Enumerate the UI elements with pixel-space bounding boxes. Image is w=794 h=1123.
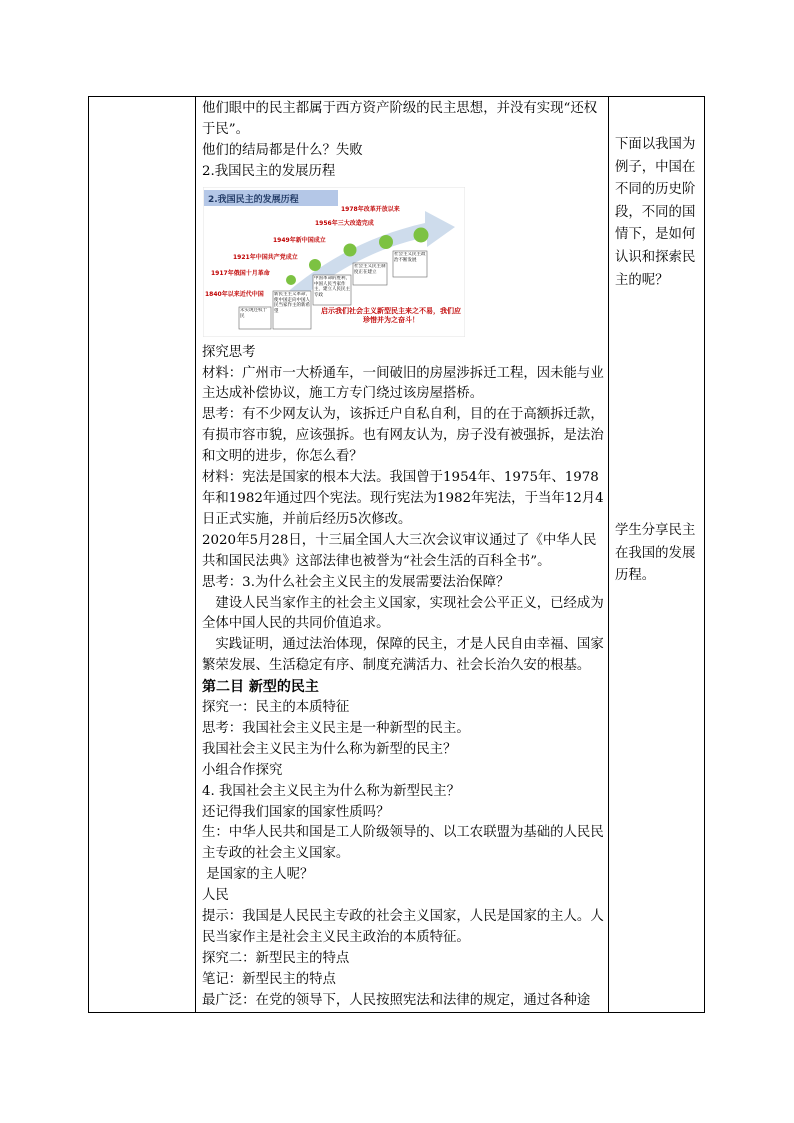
stage-node-4: [379, 235, 393, 249]
paragraph: 我国社会主义民主为什么称为新型的民主？: [202, 741, 457, 757]
paragraph: 实践证明，通过法治体现，保障的民主，才是人民自由幸福、国家繁荣发展、生活稳定有序、制度充满活力、社会长治久安的根基。: [202, 637, 604, 674]
section-heading-new-democracy: 第二目 新型的民主: [202, 679, 319, 696]
section-heading-development: 2.我国民主的发展历程: [202, 163, 336, 179]
paragraph: 思考：我国社会主义民主是一种新型的民主。: [202, 720, 470, 736]
teaching-content-cell: [197, 97, 609, 1012]
paragraph: 建设人民当家作主的社会主义国家，实现社会公平正义，已经成为全体中国人民的共同价值追求。: [202, 595, 604, 632]
stage-box-4-text: 社会主义民主制度正在建立: [354, 263, 386, 275]
democracy-history-figure: [203, 187, 465, 337]
paragraph: 探究二：新型民主的特点: [202, 950, 350, 966]
paragraph: 思考：3.为什么社会主义民主的发展需要法治保障？: [202, 574, 510, 590]
paragraph: 提示：我国是人民民主专政的社会主义国家，人民是国家的主人。人民当家作主是社会主义民主政治的本质特征。: [202, 909, 604, 945]
event-1921: 1921年中国共产党成立: [233, 253, 298, 261]
paragraph: 是国家的主人呢？: [202, 867, 314, 883]
intro-line-1: 他们眼中的民主都属于西方资产阶级的民主思想，并没有实现“还权于民”。: [202, 101, 598, 137]
stage-node-3: [344, 243, 357, 256]
intro-line-2: 他们的结局都是什么？失败: [202, 142, 363, 158]
stage-node-2: [309, 259, 321, 271]
side-note-history: 下面以我国为例子，中国在不同的历史阶段，不同的国情下，是如何认识和探索民主的呢？: [615, 137, 696, 288]
stage-box-2-text: 新民主主义革命，使中国走向中国人民当家作主的新希望: [274, 291, 310, 314]
column-divider-left: [195, 97, 196, 1012]
stage-box-5-text: 社会主义民主政治不断发展: [394, 251, 426, 263]
paragraph: 笔记：新型民主的特点: [202, 971, 336, 987]
stage-box-3-text: 中国革命的胜利，中国人民当家作主，建立人民民主专政: [314, 275, 350, 298]
stage-box-1-text: 未实现还权于民: [240, 307, 267, 319]
paragraph: 还记得我们国家的国家性质吗？: [202, 804, 390, 820]
event-1978: 1978年改革开放以来: [341, 205, 400, 213]
side-note-share: 学生分享民主在我国的发展历程。: [615, 523, 696, 584]
paragraph: 小组合作探究: [202, 762, 283, 778]
lesson-paragraphs: [202, 343, 606, 1012]
paragraph: 探究思考: [202, 344, 256, 360]
activity-design-cell: [611, 97, 706, 1012]
paragraph: 人民: [202, 888, 229, 904]
event-1949: 1949年新中国成立: [273, 236, 326, 244]
event-1917: 1917年俄国十月革命: [211, 269, 270, 277]
figure-title: 2.我国民主的发展历程: [208, 194, 299, 205]
lesson-table: [88, 96, 705, 1013]
event-1956: 1956年三大改造完成: [315, 219, 374, 227]
paragraph: 材料：广州市一大桥通车，一间破旧的房屋涉拆迁工程，因未能与业主达成补偿协议，施工方专门绕过该房屋搭桥。: [202, 365, 604, 402]
stage-node-1: [286, 275, 296, 285]
paragraph: 最广泛：在党的领导下，人民按照宪法和法律的规定，通过各种途: [202, 992, 591, 1008]
paragraph: 思考：有不少网友认为，该拆迁户自私自利，目的在于高额拆迁款，有损市容市貌，应该强拆。也有网友认为，房子没有被强拆，是法治和文明的进步，你怎么看？: [202, 407, 604, 465]
paragraph: 生：中华人民共和国是工人阶级领导的、以工农联盟为基础的人民民主专政的社会主义国家。: [202, 825, 604, 862]
democracy-history-svg: [203, 187, 465, 337]
paragraph: 2020年5月28日，十三届全国人大三次会议审议通过了《中华人民共和国民法典》这部法律也被誉为“社会生活的百科全书”。: [202, 532, 597, 569]
event-1840: 1840年以来近代中国: [205, 290, 264, 298]
paragraph: 探究一：民主的本质特征: [202, 700, 350, 716]
figure-conclusion: 启示我们社会主义新型民主来之不易，我们应珍惜并为之奋斗！: [321, 306, 461, 324]
paragraph: 材料：宪法是国家的根本大法。我国曾于1954年、1975年、1978年和1982年通过四个宪法。现行宪法为1982年宪法，于当年12月4日正式实施，并前后经历5次修改。: [202, 470, 604, 527]
stage-node-5: [414, 227, 429, 242]
paragraph: 4. 我国社会主义民主为什么称为新型民主？: [202, 783, 461, 799]
